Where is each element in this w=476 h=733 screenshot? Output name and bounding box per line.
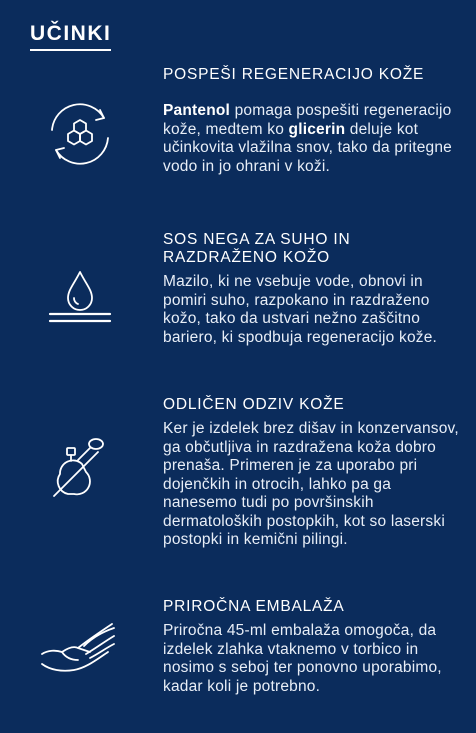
- body-text: deluje kot učinkovita vlažilna snov, tako da pritegne vodo in jo ohrani v koži.: [163, 120, 452, 175]
- body-text: pomaga pospešiti regeneracijo kože, medtem ko: [163, 102, 452, 138]
- section-heading: UČINKI: [30, 21, 111, 51]
- item-regeneration: [163, 66, 463, 176]
- item-title: ODLIČEN ODZIV KOŽE: [163, 396, 345, 413]
- item-sos-care: [163, 231, 463, 347]
- no-perfume-icon: [38, 426, 122, 510]
- item-body: Priročna 45-ml embalaža omogoča, da izdelek zlahka vtaknemo v torbico in nosimo s seboj ter ponovno uporabimo, kadar koli je potrebno.: [163, 622, 442, 695]
- item-body: [163, 102, 463, 176]
- item-skin-response: [163, 396, 463, 550]
- item-title: PRIROČNA EMBALAŽA: [163, 598, 345, 615]
- water-drop-icon: [38, 258, 122, 342]
- molecule-cycle-icon: [38, 92, 122, 176]
- ingredient-name: glicerin: [288, 120, 346, 138]
- hand-icon: [38, 610, 122, 694]
- ingredient-name: Pantenol: [163, 102, 231, 119]
- item-body: Ker je izdelek brez dišav in konzervansov, ga občutljiva in razdražena koža dobro prenaša. Primeren je za uporabo pri dojenčkih in otrocih, lahko pa ga nanesemo tudi po površinskih dermatoloških postopkih, kot so laserski postopki in kemični pilingi.: [163, 420, 459, 548]
- item-body: Mazilo, ki ne vsebuje vode, obnovi in pomiri suho, razpokano in razdraženo kožo, tako da ustvari nežno zaščitno bariero, ki spodbuja regeneracijo kože.: [163, 273, 438, 346]
- item-packaging: [163, 598, 463, 696]
- item-title: SOS NEGA ZA SUHO IN RAZDRAŽENO KOŽO: [163, 231, 351, 266]
- item-title: POSPEŠI REGENERACIJO KOŽE: [163, 66, 425, 83]
